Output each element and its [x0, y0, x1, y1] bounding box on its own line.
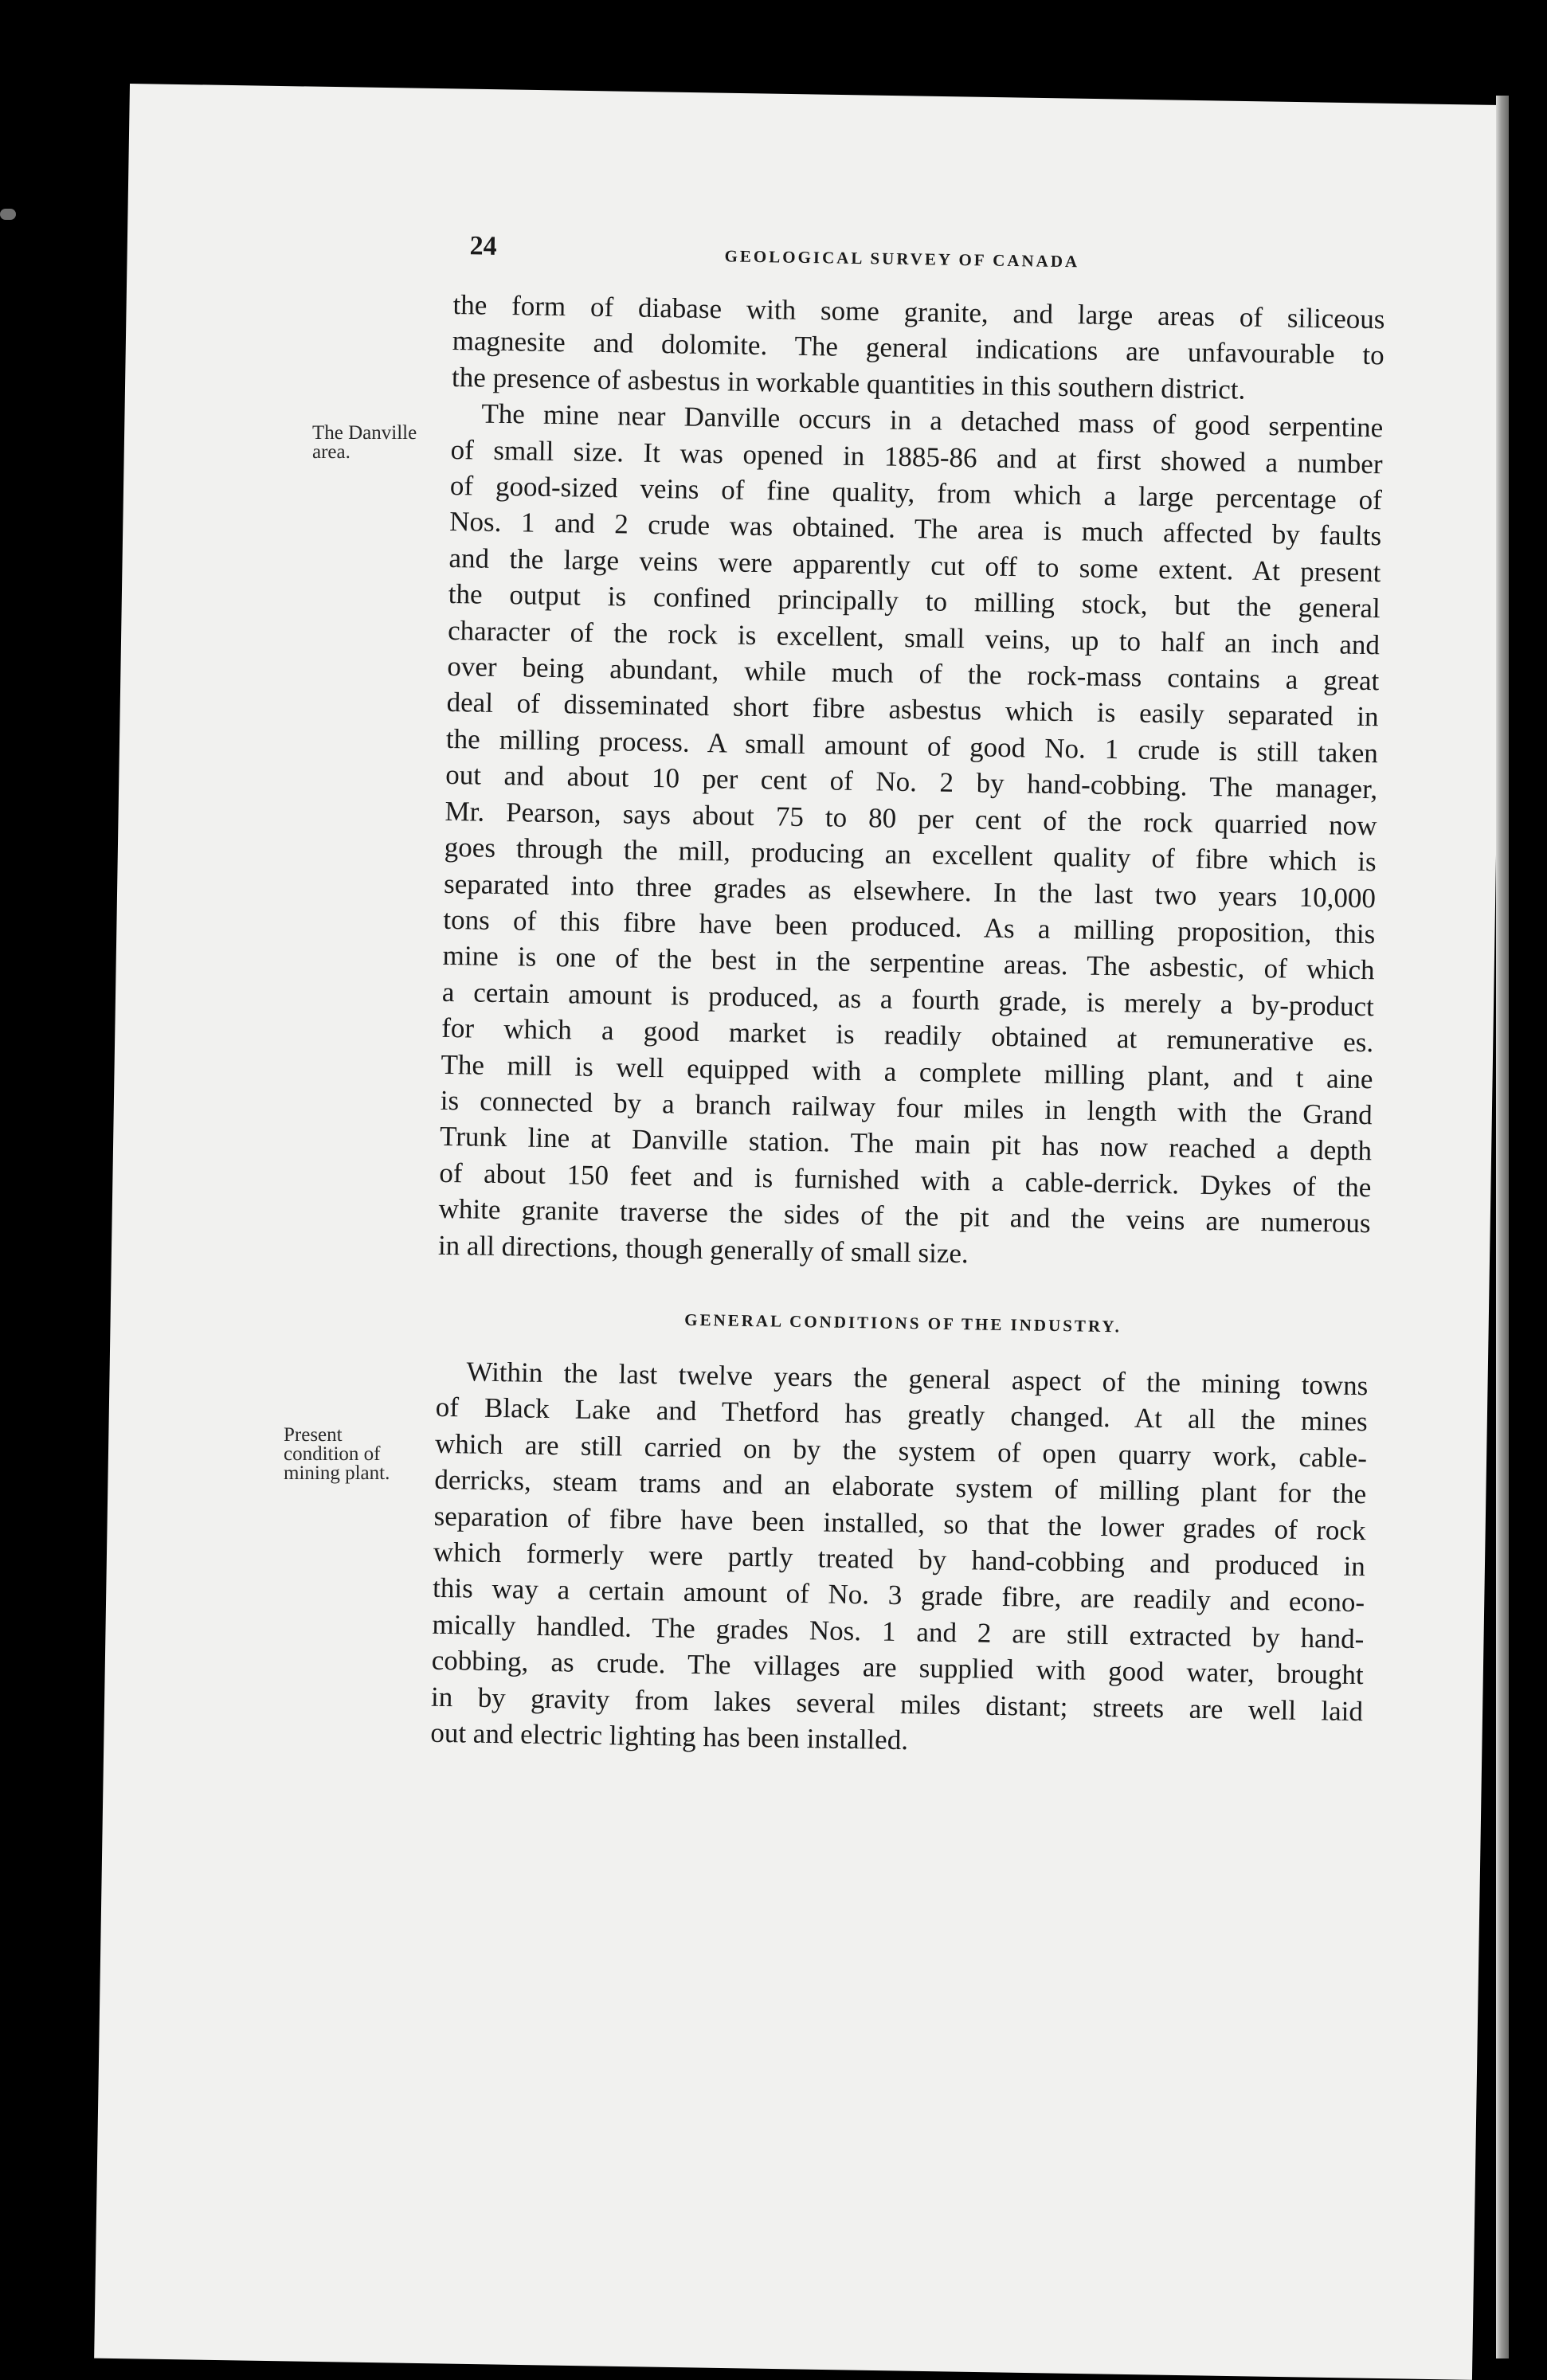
page-number: 24: [469, 231, 497, 261]
text-line: separated into three grades as elsewhere. In the last two years 10,000: [443, 867, 1377, 914]
text-line: of small size. It was opened in 1885-86 and at first showed a number: [450, 433, 1383, 480]
text-line: of good-sized veins of fine quality, from which a large percentage of: [449, 469, 1383, 516]
text-line: is connected by a branch railway four miles in length with the Grand: [440, 1084, 1373, 1131]
text-line: The mine near Danville occurs in a detached mass of good serpentine: [481, 397, 1384, 444]
text-line: the output is confined principally to milling stock, but the general: [448, 578, 1381, 624]
text-line: the milling process. A small amount of good No. 1 crude is still taken: [445, 722, 1379, 769]
text-line: character of the rock is excellent, small veins, up to half an inch and: [447, 614, 1381, 660]
text-line: The mill is well equipped with a complete milling plant, and t aine: [441, 1048, 1373, 1094]
margin-note-line: condition of: [284, 1443, 381, 1465]
page-text: [430, 231, 1386, 1766]
text-line: Nos. 1 and 2 crude was obtained. The area is much affected by faults: [448, 506, 1382, 552]
text-line: deal of disseminated short fibre asbestus which is easily separated in: [446, 687, 1379, 733]
general-conditions-paragraph: [430, 1353, 1369, 1766]
text-line: out and about 10 per cent of No. 2 by hand-cobbing. The manager,: [445, 759, 1378, 805]
text-line: of about 150 feet and is furnished with a cable-derrick. Dykes of the: [439, 1157, 1372, 1203]
running-title: GEOLOGICAL SURVEY OF CANADA: [724, 246, 1080, 272]
text-line: white granite traverse the sides of the pit and the veins are numerous: [438, 1193, 1371, 1239]
text-line: in all directions, though generally of small size.: [437, 1229, 969, 1269]
text-line: derricks, steam trams and an elaborate system of milling plant for the: [434, 1463, 1367, 1510]
text-line: in by gravity from lakes several miles distant; streets are well laid: [430, 1681, 1364, 1727]
text-line: which are still carried on by the system of open quarry work, cable-: [434, 1427, 1368, 1474]
text-line: Mr. Pearson, says about 75 to 80 per cent of the rock quarried now: [445, 795, 1377, 841]
text-line: mine is one of the best in the serpentine areas. The asbestic, of which: [442, 940, 1375, 986]
text-line: Trunk line at Danville station. The main pit has now reached a depth: [439, 1121, 1373, 1167]
text-line: a certain amount is produced, as a fourth grade, is merely a by-product: [441, 976, 1375, 1022]
scan-mark: [0, 209, 16, 220]
danville-paragraph: [438, 395, 1384, 1278]
text-line: separation of fibre have been installed, so that the lower grades of rock: [433, 1500, 1366, 1546]
text-line: out and electric lighting has been installed.: [430, 1716, 909, 1756]
intro-paragraph: [452, 287, 1385, 410]
margin-note-present: [284, 1426, 390, 1483]
text-line: of Black Lake and Thetford has greatly changed. At all the mines: [435, 1392, 1368, 1438]
text-line: the form of diabase with some granite, and large areas of siliceous: [452, 288, 1385, 335]
text-line: over being abundant, while much of the rock-mass contains a great: [447, 650, 1380, 697]
text-line: magnesite and dolomite. The general indications are unfavourable to: [452, 325, 1384, 371]
text-line: cobbing, as crude. The villages are supplied with good water, brought: [431, 1644, 1364, 1691]
margin-note-line: Present: [284, 1424, 343, 1446]
text-line: Within the last twelve years the general aspect of the mining towns: [466, 1356, 1369, 1402]
text-line: goes through the mill, producing an excellent quality of fibre which is: [444, 832, 1377, 878]
text-line: and the large veins were apparently cut off to some extent. At present: [448, 542, 1381, 589]
text-line: tons of this fibre have been produced. As a milling proposition, this: [443, 903, 1376, 950]
margin-note-danville: [312, 424, 417, 462]
page-edge-shadow: [1496, 96, 1509, 2358]
text-line: which formerly were partly treated by hand-cobbing and produced in: [433, 1536, 1366, 1583]
text-line: for which a good market is readily obtained at remunerative es.: [441, 1012, 1374, 1059]
margin-note-line: area.: [312, 441, 351, 463]
text-line: mically handled. The grades Nos. 1 and 2 are still extracted by hand-: [432, 1608, 1365, 1654]
text-line: the presence of asbestus in workable quantities in this southern district.: [451, 361, 1246, 405]
margin-note-line: mining plant.: [284, 1462, 390, 1484]
text-line: this way a certain amount of No. 3 grade fibre, are readily and econo-: [432, 1572, 1365, 1619]
section-heading: GENERAL CONDITIONS OF THE INDUSTRY.: [684, 1309, 1122, 1337]
margin-note-line: The Danville: [312, 422, 417, 444]
